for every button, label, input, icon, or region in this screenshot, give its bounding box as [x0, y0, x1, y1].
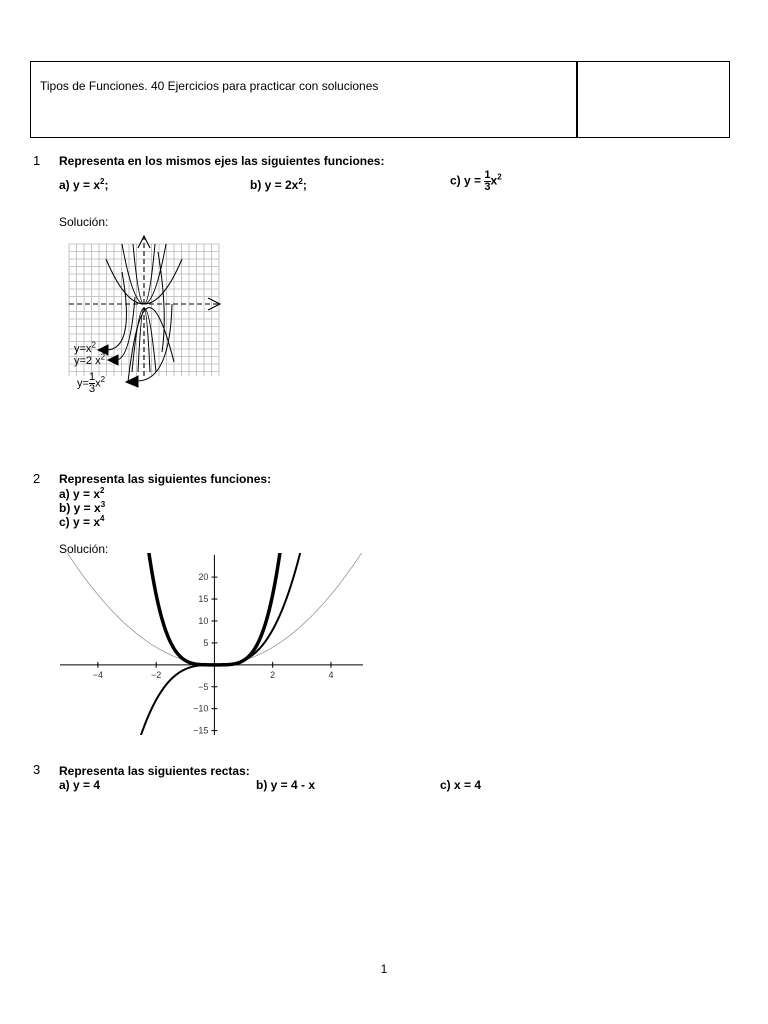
graph-label-third-x-squared: y= $\frac{1}{3}$ $x^2$: [77, 371, 106, 395]
x-tick-label: 4: [328, 669, 334, 680]
exercise-3-part-a: a) y = 4: [59, 778, 101, 792]
y-tick-label: 15: [198, 594, 209, 605]
graph-label-2x-squared: y=2 $x^2$: [74, 352, 106, 367]
y-tick-label: −15: [193, 725, 209, 735]
y-tick-label: −5: [198, 681, 209, 692]
y-tick-label: 5: [203, 637, 209, 648]
header-box: [30, 61, 730, 138]
x-tick-label: 2: [270, 669, 276, 680]
y-tick-label: 10: [198, 615, 209, 626]
exercise-2-part-c: c) $y = x^4$: [59, 514, 105, 529]
x-tick-label: −4: [92, 669, 104, 680]
x-tick-label: −2: [151, 669, 162, 680]
exercise-1-solution-label: Solución:: [59, 215, 109, 229]
exercise-1-part-b: b) $y = 2x^2$;: [250, 177, 307, 192]
exercise-1-part-a: a) $y = x^2$;: [59, 177, 109, 192]
exercise-2-solution-label: Solución:: [59, 542, 109, 556]
graph-label-x-squared: $y=x^2$: [74, 340, 96, 355]
exercise-2-number: 2: [33, 471, 41, 486]
page-number: 1: [380, 962, 388, 976]
exercise-3-part-c: c) x = 4: [440, 778, 482, 792]
exercise-2-part-b: b) $y = x^3$: [59, 500, 106, 515]
exercise-3-part-b: b) y = 4 - x: [256, 778, 316, 792]
y-tick-label: 20: [198, 572, 209, 583]
exercise-3-prompt: Representa las siguientes rectas:: [59, 764, 250, 778]
exercise-1-prompt: Representa en los mismos ejes las siguientes funciones:: [59, 154, 385, 168]
exercise-1-number: 1: [33, 153, 41, 168]
exercise-3-number: 3: [33, 762, 41, 777]
y-tick-label: −10: [193, 703, 209, 714]
axis-tick-labels: [93, 572, 334, 735]
document-title: Tipos de Funciones. 40 Ejercicios para practicar con soluciones: [40, 79, 379, 93]
exercise-2-prompt: Representa las siguientes funciones:: [59, 472, 272, 486]
exercise-1-part-c: c) y = $\frac{1}{3}$ $x^2$: [450, 169, 502, 193]
power-functions-chart: [60, 553, 365, 735]
exercise-2-part-a: a) $y = x^2$: [59, 486, 105, 501]
header-divider: [576, 61, 578, 138]
